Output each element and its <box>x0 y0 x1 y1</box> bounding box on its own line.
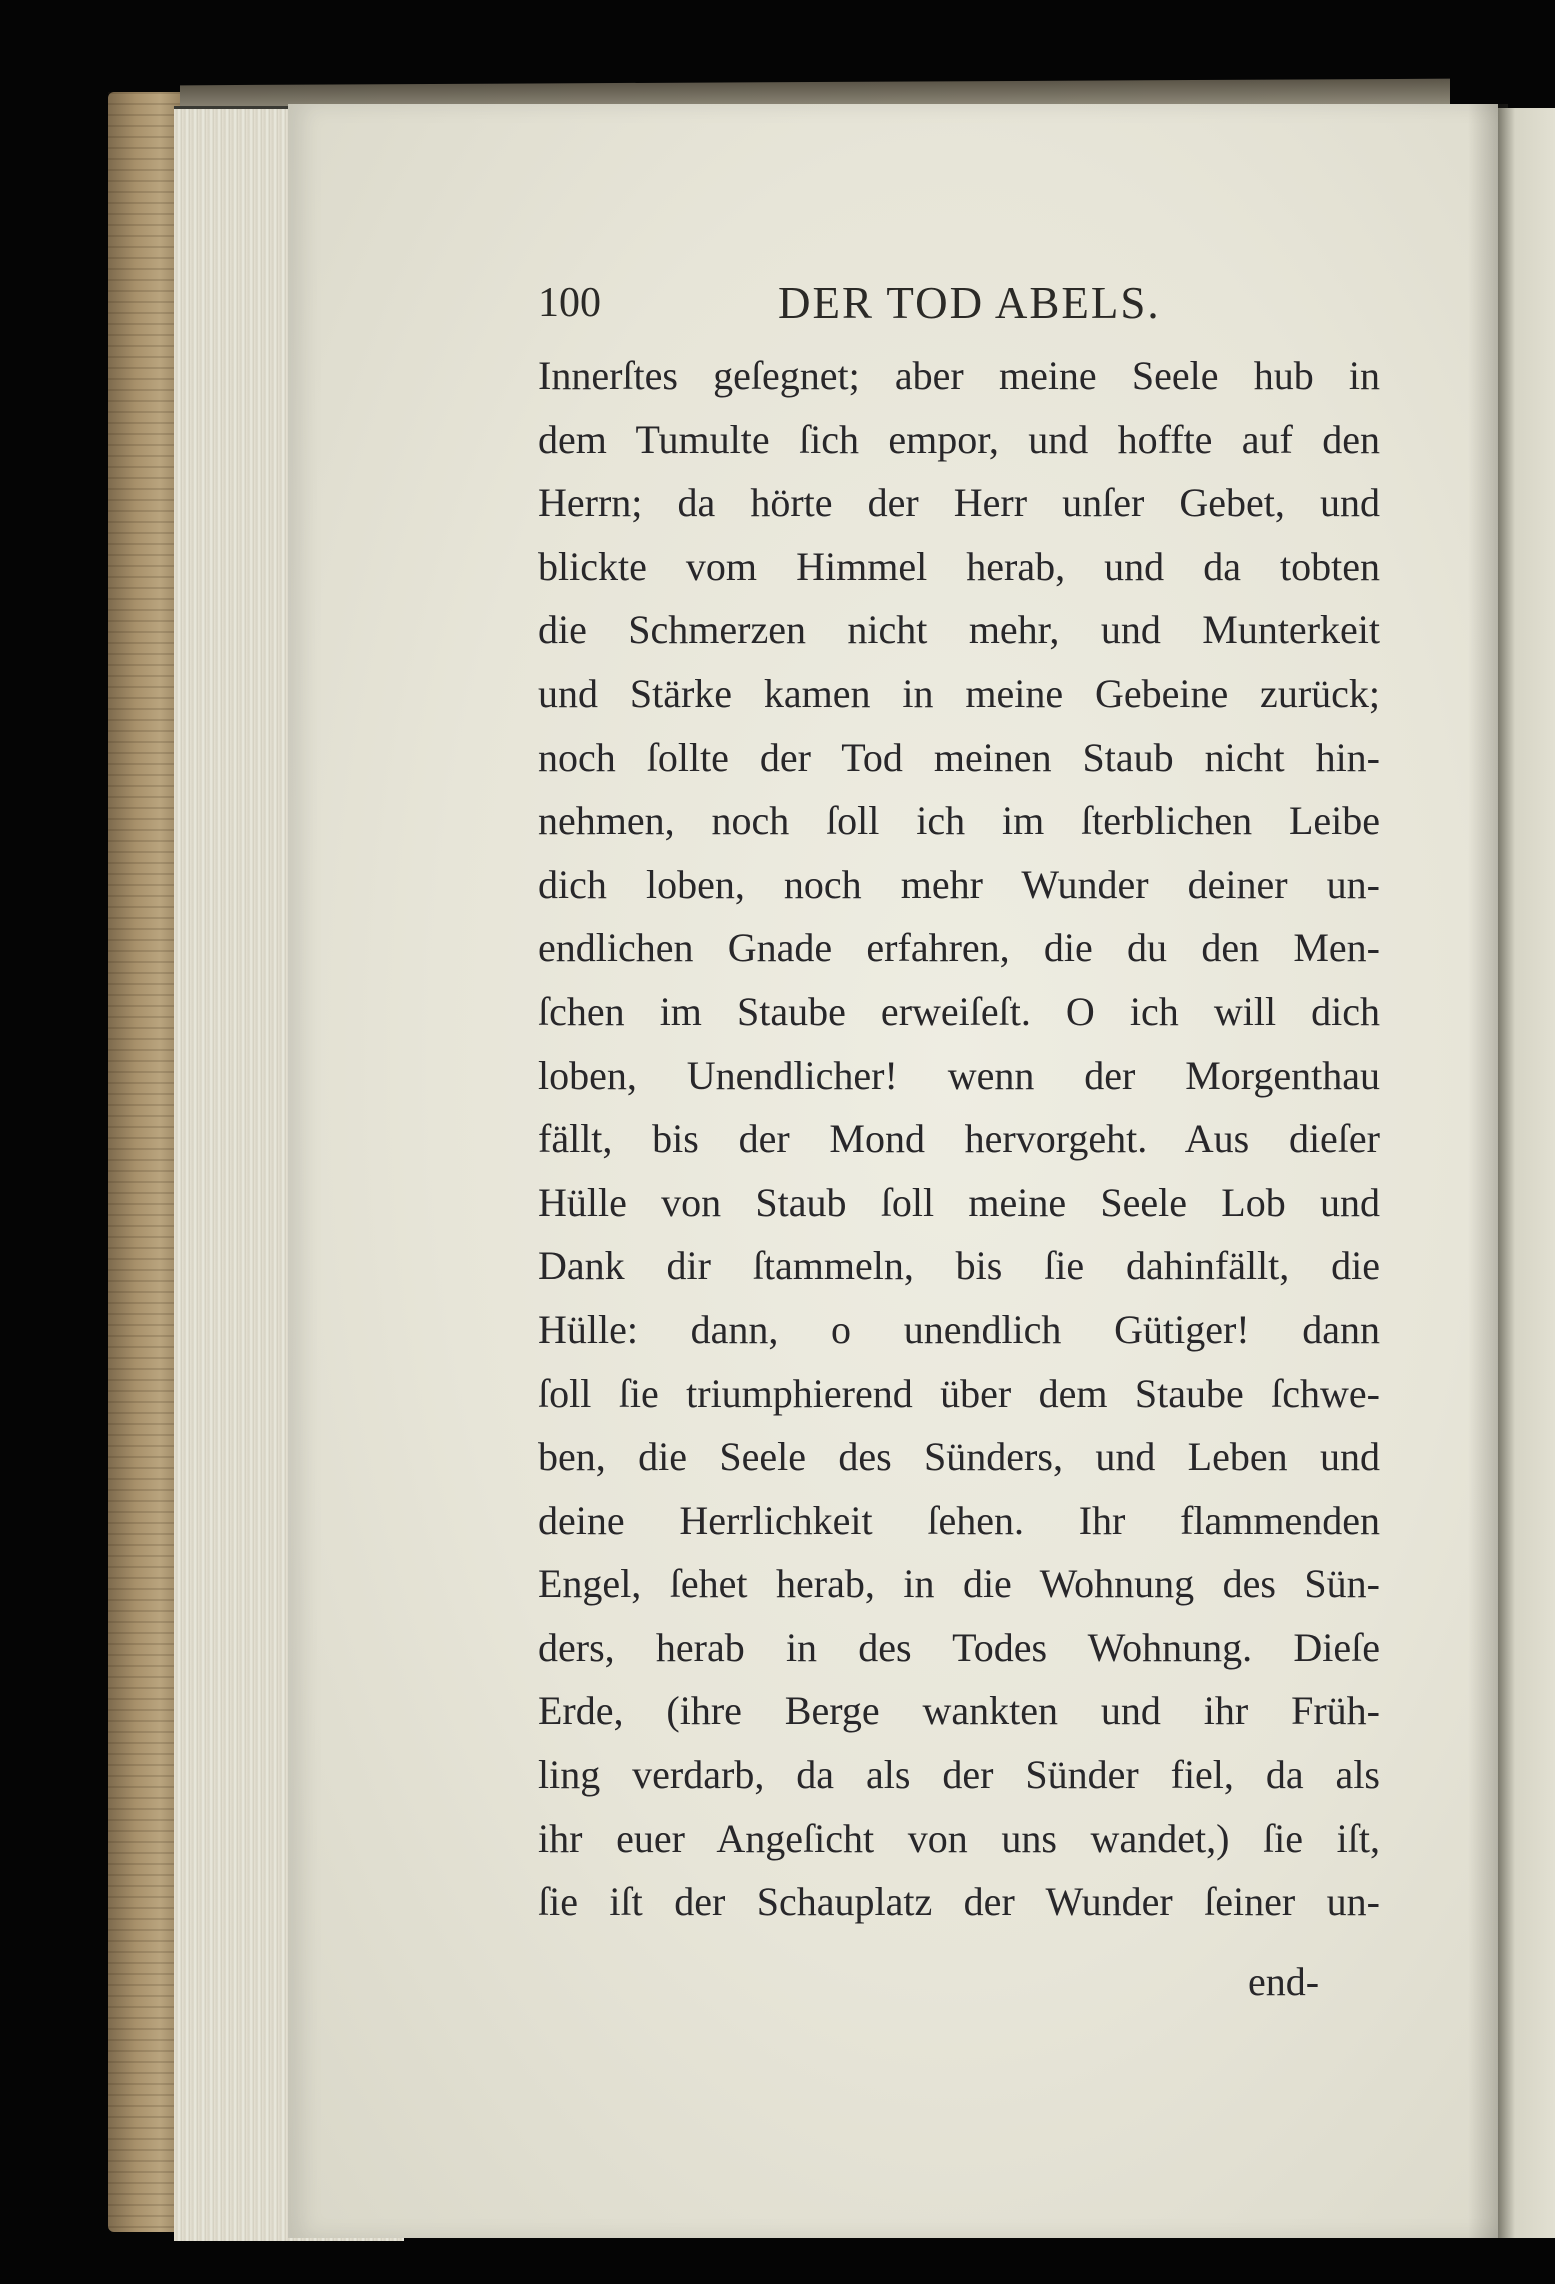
body-text <box>538 344 1380 1934</box>
right-page-edge <box>1498 108 1555 2238</box>
text-line: dich loben, noch mehr Wunder deiner un- <box>538 861 1380 907</box>
catchword: end- <box>1248 1959 1320 2004</box>
text-line: Erde, (ihre Berge wankten und ihr Früh- <box>538 1688 1380 1734</box>
text-line: ling verdarb, da als der Sünder fiel, da als <box>538 1752 1380 1798</box>
text-line: nehmen, noch ſoll ich im ſterblichen Leibe <box>538 798 1380 844</box>
running-title: DER TOD ABELS. <box>778 278 1161 328</box>
text-line: endlichen Gnade erfahren, die du den Men- <box>538 925 1380 971</box>
text-line: deine Herrlichkeit ſehen. Ihr flammenden <box>538 1497 1380 1543</box>
text-line: Hülle: dann, o unendlich Gütiger! dann <box>538 1306 1380 1352</box>
text-line: blickte vom Himmel herab, und da tobten <box>538 543 1380 589</box>
text-line: ben, die Seele des Sünders, und Leben und <box>538 1434 1380 1480</box>
text-line: Dank dir ſtammeln, bis ſie dahinfällt, die <box>538 1243 1380 1289</box>
text-line: ders, herab in des Todes Wohnung. Dieſe <box>538 1624 1380 1670</box>
page-number: 100 <box>538 280 601 326</box>
text-line: ſchen im Staube erweiſeſt. O ich will dich <box>538 988 1380 1034</box>
text-line: dem Tumulte ſich empor, und hoffte auf den <box>538 416 1380 462</box>
text-line: ſie iſt der Schauplatz der Wunder ſeiner un- <box>538 1879 1380 1925</box>
text-line: und Stärke kamen in meine Gebeine zurück; <box>538 670 1380 716</box>
text-line: ſoll ſie triumphierend über dem Staube ſchwe- <box>538 1370 1380 1416</box>
text-line: noch ſollte der Tod meinen Staub nicht hin- <box>538 734 1380 780</box>
text-line: Innerſtes geſegnet; aber meine Seele hub in <box>538 353 1380 398</box>
text-line: die Schmerzen nicht mehr, und Munterkeit <box>538 607 1380 653</box>
text-line: fällt, bis der Mond hervorgeht. Aus dieſer <box>538 1116 1380 1162</box>
text-line: Hülle von Staub ſoll meine Seele Lob und <box>538 1179 1380 1225</box>
text-line: ihr euer Angeſicht von uns wandet,) ſie iſt, <box>538 1815 1380 1861</box>
text-line: loben, Unendlicher! wenn der Morgenthau <box>538 1052 1380 1098</box>
text-line: Engel, ſehet herab, in die Wohnung des Sün- <box>538 1561 1380 1607</box>
text-line: Herrn; da hörte der Herr unſer Gebet, und <box>538 480 1380 526</box>
page-header <box>538 268 1378 338</box>
